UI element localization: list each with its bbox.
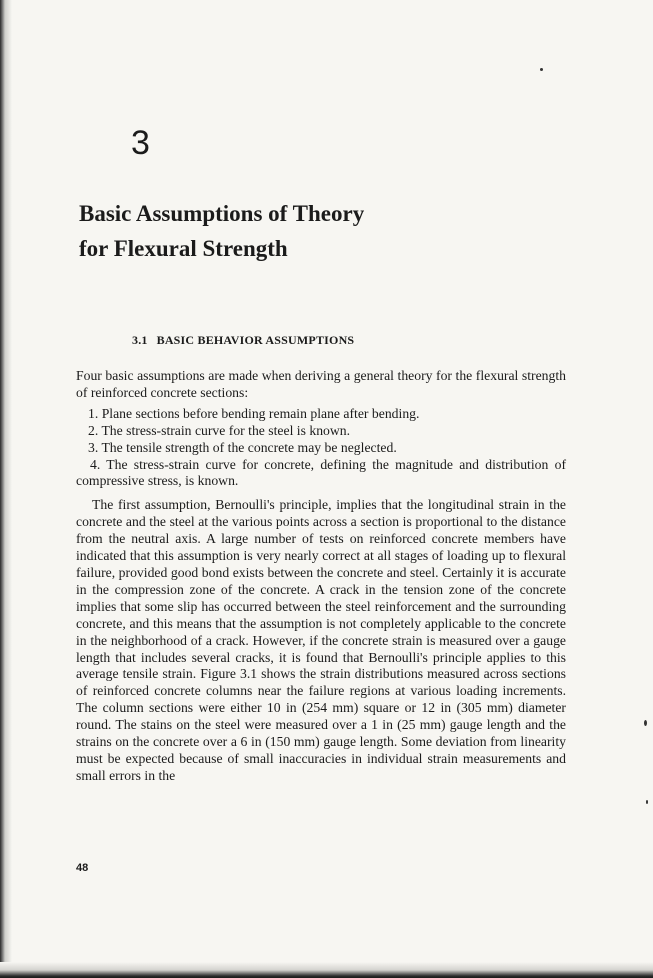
page-number: 48 <box>76 862 89 874</box>
chapter-title-line-1: Basic Assumptions of Theory <box>79 201 365 226</box>
section-number: 3.1 <box>132 333 148 347</box>
intro-paragraph: Four basic assumptions are made when deriving a general theory for the flexural strength of reinforced concrete sections: <box>76 368 566 400</box>
body-paragraph: The first assumption, Bernoulli's principle, implies that the longitudinal strain in the concrete and the steel at the various points across a section is proportional to the distance from the neutral axis. A large number of tests on reinforced concrete members have indicated that this assumption is very nearly correct at all stages of loading up to flexural failure, provided good bond exists between the concrete and steel. Certainly it is accurate in the compression zone of the concrete. A crack in the tension zone of the concrete implies that some slip has occurred between the steel reinforcement and the surrounding concrete, and this means that the assumption is not completely applicable to the concrete in the neighborhood of a crack. However, if the concrete strain is measured over a gauge length that includes several cracks, it is found that Bernoulli's principle applies to this average tensile strain. Figure 3.1 shows the strain distributions measured across sections of reinforced concrete columns near the failure regions at various loading increments. The column sections were either 10 in (254 mm) square or 12 in (305 mm) diameter round. The stains on the steel were measured over a 1 in (25 mm) gauge length and the strains on the concrete over a 6 in (150 mm) gauge length. Some deviation from linearity must be expected because of small inaccuracies in individual strain measurements and small errors in the <box>76 497 566 783</box>
chapter-number: 3 <box>131 124 151 162</box>
body-text <box>76 368 566 785</box>
list-item: 3. The tensile strength of the concrete may be neglected. <box>88 439 397 455</box>
section-heading <box>132 333 354 348</box>
dust-speck <box>646 800 648 804</box>
page-edge-bottom <box>0 962 653 978</box>
list-item: 2. The stress-strain curve for the steel is known. <box>88 422 351 438</box>
page-edge-left <box>0 0 12 978</box>
chapter-title-line-2: for Flexural Strength <box>79 236 288 261</box>
list-item: 1. Plane sections before bending remain plane after bending. <box>88 405 420 421</box>
dust-speck <box>644 720 647 726</box>
chapter-title <box>79 196 579 266</box>
list-item: 4. The stress-strain curve for concrete, defining the magnitude and distribution of compressive stress, is known. <box>76 456 566 489</box>
assumption-list <box>76 406 566 491</box>
dust-speck <box>540 68 543 71</box>
section-title: BASIC BEHAVIOR ASSUMPTIONS <box>156 333 355 347</box>
